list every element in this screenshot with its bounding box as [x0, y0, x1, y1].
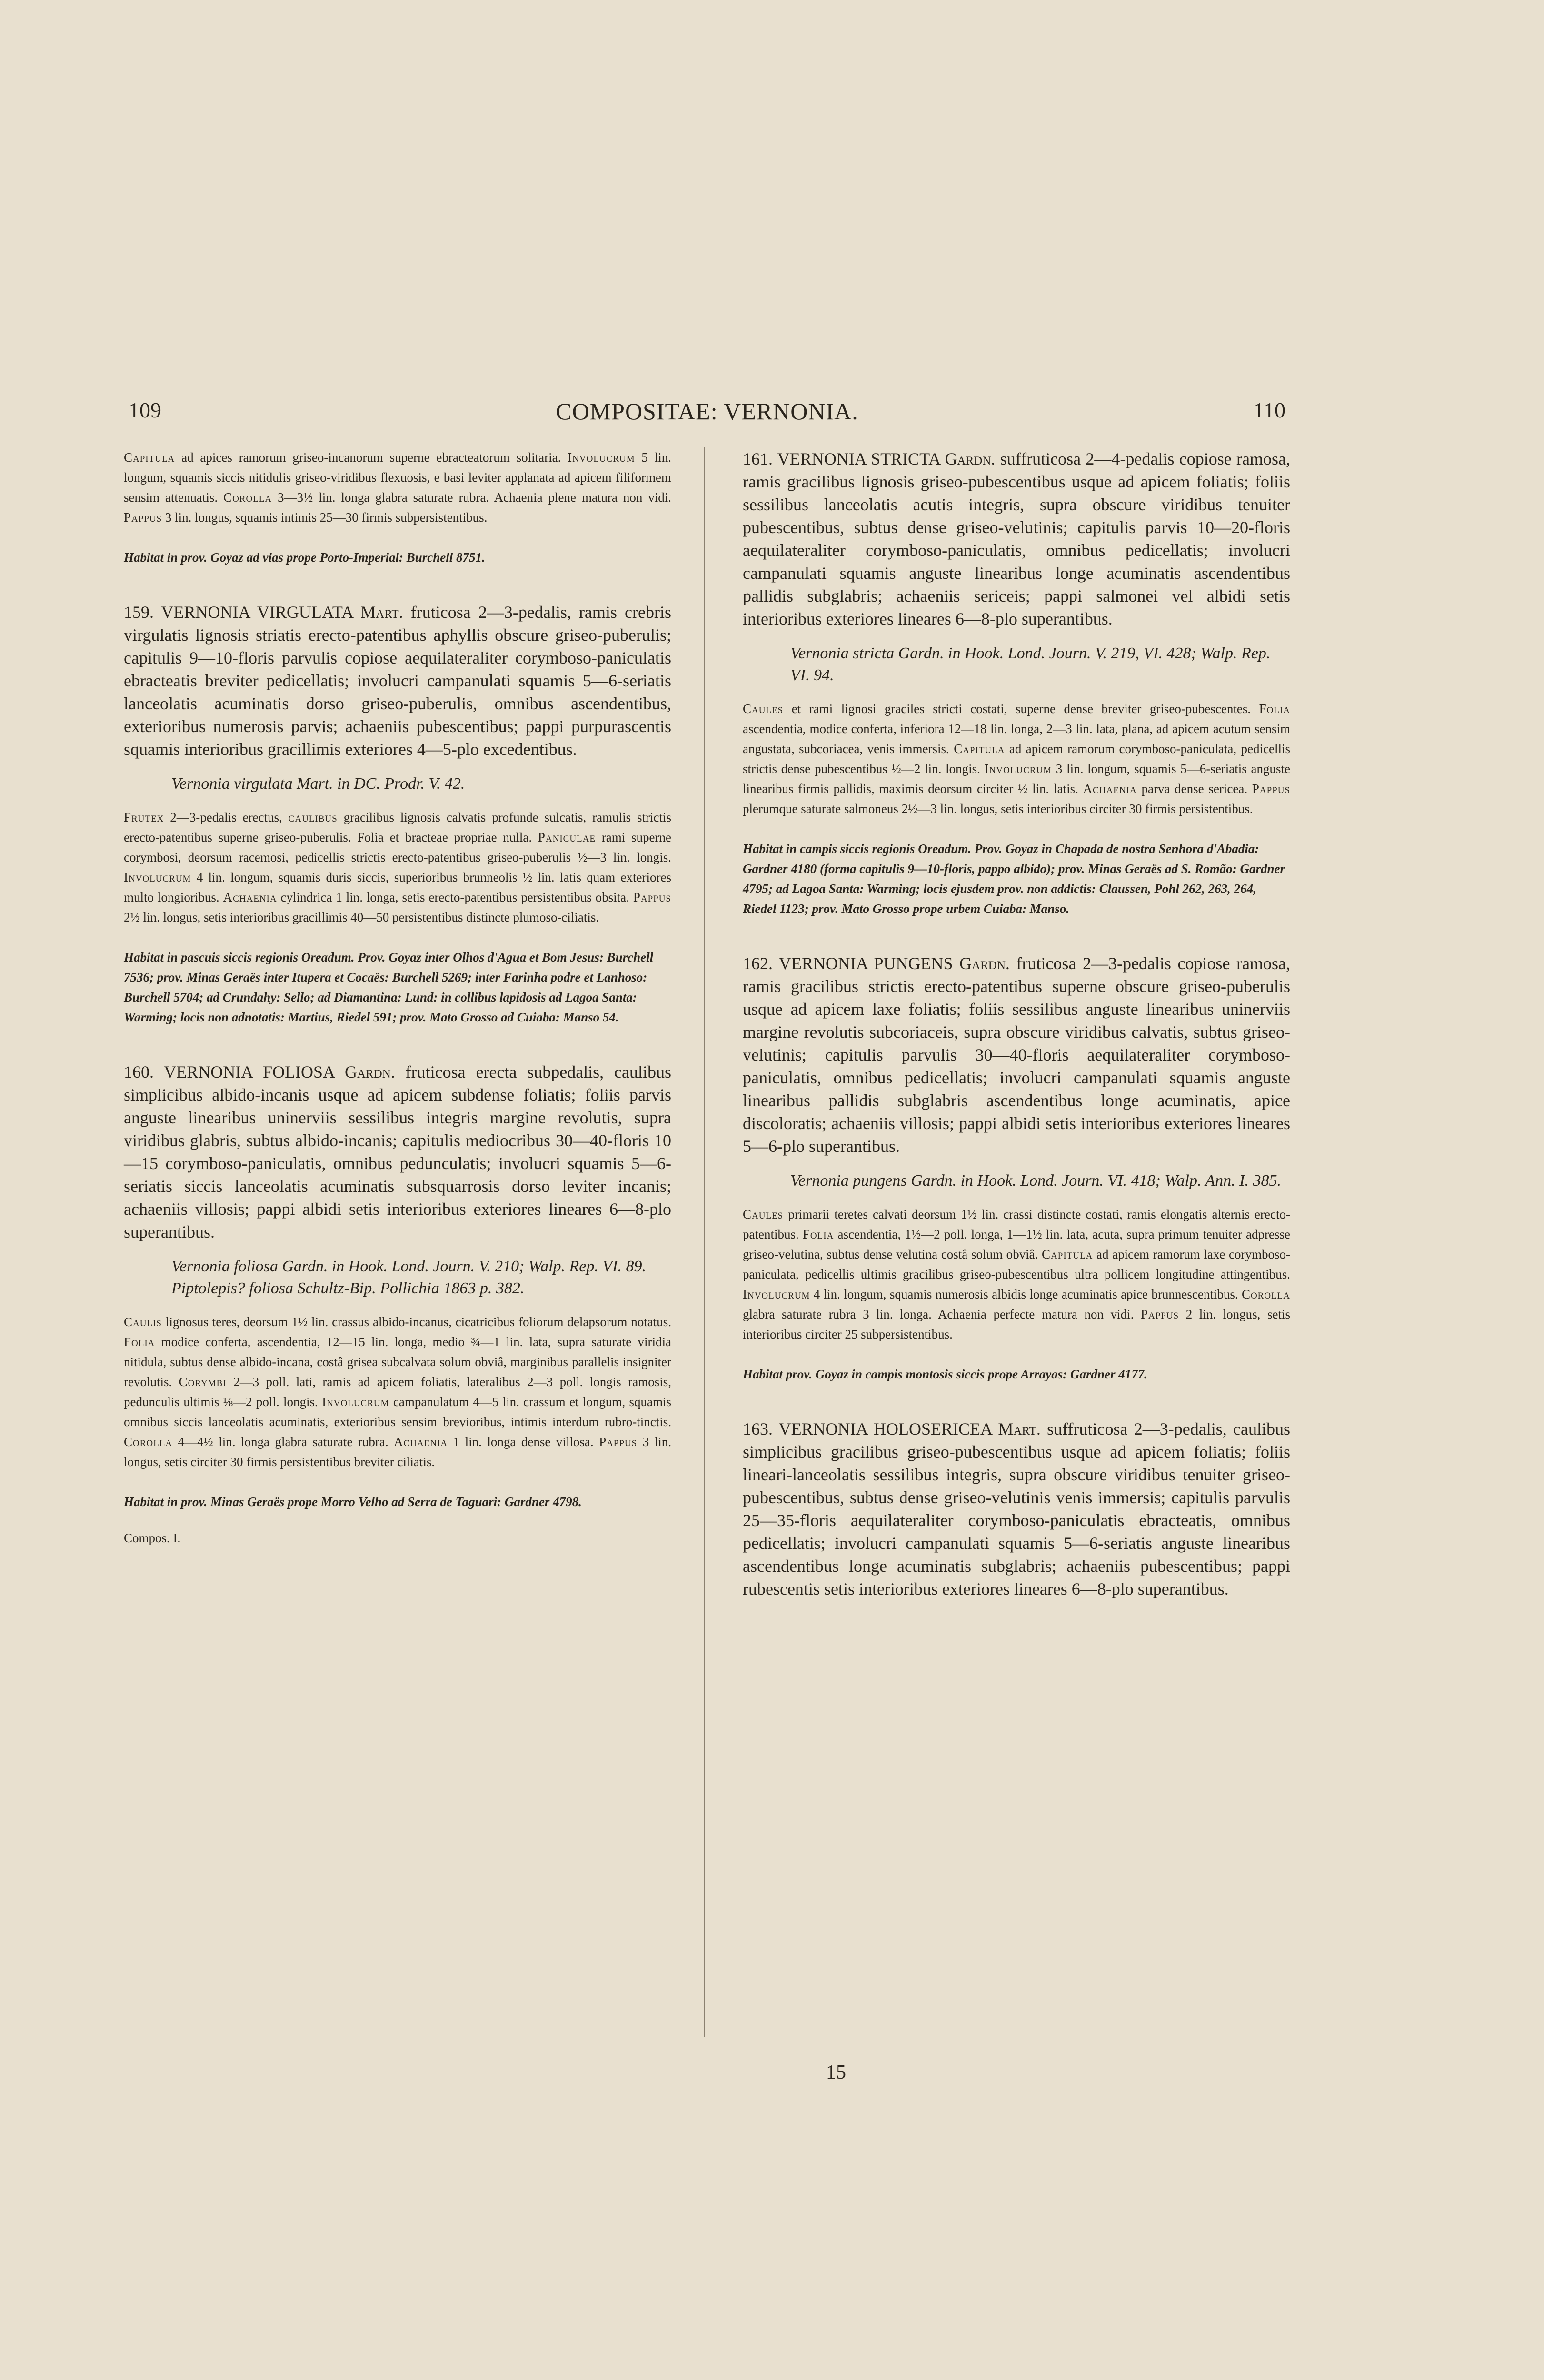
diagnosis-text: suffruticosa 2—3-pedalis, caulibus simplicibus gracilibus griseo-pubescentibus usque ad apicem foliatis; foliis lineari-lanceolatis sessilibus integris, supra obscure viridibus tenuiter griseo-pubescentibus, subtus dense griseo-velutinis venis immersis; capitulis parvulis 25—35-floris aequilateraliter corymboso-paniculatis ebracteatis, omnibus pedicellatis; involucri campanulati squamis 5—6-seriatis anguste linearibus ascendentibus longe acuminatis subglabris; achaeniis pubescentibus; pappi rubescentis setis interioribus exteriores lineares 6—8-plo superantibus. [743, 1419, 1290, 1598]
desc-label: Involucrum [984, 762, 1052, 776]
desc-text: ad apicem ramorum corymboso-paniculata, pedicellis strictis dense pubescentibus ½—2 lin. longis. [743, 742, 1290, 776]
desc-label: Caules [743, 702, 784, 716]
species-diagnosis [743, 447, 1290, 630]
desc-text: 3 lin. longum, squamis 5—6-seriatis anguste linearibus firmis pallidis, maximis deorsum circiter ½ lin. latis. [743, 762, 1291, 796]
desc-label: Achaenia [223, 890, 277, 904]
desc-text: 2—3-pedalis erectus, [164, 810, 289, 824]
species-author: Gardn. [344, 1062, 395, 1081]
habitat-note: Habitat in prov. Goyaz ad vias prope Porto-Imperial: Burchell 8751. [124, 550, 485, 565]
habitat-note: Habitat in prov. Minas Geraës prope Morro Velho ad Serra de Taguari: Gardner 4798. [124, 1495, 582, 1509]
species-description [124, 1312, 671, 1472]
desc-text: lignosus teres, deorsum 1½ lin. crassus albido-incanus, cicatricibus foliorum delapsorum notatus. [161, 1315, 671, 1329]
desc-text: 4 lin. longum, squamis numerosis albidis longe acuminatis apice brunnescentibus. [810, 1287, 1242, 1301]
desc-label: Involucrum [124, 870, 191, 884]
desc-label: Pappus [1252, 782, 1290, 796]
desc-label: Caules [743, 1207, 784, 1221]
desc-text: plerumque saturate salmoneus 2½—3 lin. longus, setis interioribus circiter 30 firmis persistentibus. [743, 802, 1253, 816]
desc-label: Involucrum [568, 450, 635, 465]
desc-label: Folia [802, 1227, 834, 1241]
diagnosis-text: fruticosa 2—3-pedalis, ramis crebris virgulatis lignosis striatis erecto-patentibus aphyllis obscure griseo-puberulis; capitulis 9—10-floris parvulis copiose aequilateraliter corymboso-paniculatis ebracteatis breviter pedicellatis; involucri campanulati squamis 5—6-seriatis lanceolatis acuminatis dorso griseo-puberulis, omnibus ascendentibus, exterioribus numerosis parvis; achaeniis pubescentibus; pappi purpurascentis squamis interioribus gracillimis exteriores 4—5-plo excedentibus. [124, 603, 671, 759]
desc-text: campanulatum 4—5 lin. crassum et longum, squamis omnibus siccis lanceolatis acuminatis, exterioribus sensim brevioribus, intimis interdum rubro-tinctis. [124, 1395, 671, 1429]
desc-label: caulibus [288, 810, 338, 824]
desc-text: ascendentia, modice conferta, inferiora 12—18 lin. longa, 2—3 lin. lata, plana, ad apicem acutum sensim angustata, subcoriacea, venis immersis. [743, 722, 1290, 756]
habitat-note: Habitat in campis siccis regionis Oreadum. Prov. Goyaz in Chapada de nostra Senhora d'Abadia: Gardner 4180 (forma capitulis 9—10-floris, pappo albido); prov. Minas Geraës ad S. Romão: Gardner 4795; ad Lagoa Santa: Warming; locis ejusdem prov. non addictis: Claussen, Pohl 262, 263, 264, Riedel 1123; prov. Mato Grosso prope urbem Cuiaba: Manso. [743, 842, 1285, 916]
desc-label: Involucrum [743, 1287, 810, 1301]
desc-text: 2—3 poll. lati, ramis ad apicem foliatis, lateralibus 2—3 poll. longis ramosis, pedunculis ultimis ⅛—2 poll. longis. [124, 1375, 671, 1409]
desc-label: Corymbi [179, 1375, 227, 1389]
desc-text: primarii teretes calvati deorsum 1½ lin. crassi distincte costati, ramis elongatis alternis erecto-patentibus. [743, 1207, 1290, 1241]
species-heading: 163. VERNONIA HOLOSERICEA [743, 1419, 992, 1438]
desc-label: Capitula [954, 742, 1005, 756]
desc-text: 4—4½ lin. longa glabra saturate rubra. [172, 1435, 394, 1449]
species-diagnosis [124, 601, 671, 761]
signature-number: 15 [826, 2062, 846, 2083]
desc-text: modice conferta, ascendentia, 12—15 lin. longa, medio ¾—1 lin. lata, supra saturate viridia nitidula, subtus dense albido-incana, costâ grisea subcalvata solum obviâ, marginibus parallelis insigniter revolutis. [124, 1335, 671, 1389]
desc-text: ad apicem ramorum laxe corymboso-paniculata, pedicellis ultimis gracilibus griseo-pubescentibus ultra pollicem longitudine attingentibus. [743, 1247, 1290, 1281]
desc-label: Capitula [1042, 1247, 1093, 1261]
species-diagnosis [743, 1418, 1290, 1600]
desc-text: parva dense sericea. [1136, 782, 1252, 796]
desc-label: Pappus [1140, 1307, 1179, 1321]
species-author: Gardn. [945, 449, 996, 468]
desc-text: 3—3½ lin. longa glabra saturate rubra. Achaenia plene matura non vidi. [272, 490, 672, 505]
desc-text: 4 lin. longum, squamis duris siccis, superioribus brunneolis ½ lin. latis quam exteriores multo longioribus. [124, 870, 671, 904]
desc-text: 3 lin. longus, setis circiter 30 firmis persistentibus breviter ciliatis. [124, 1435, 671, 1469]
desc-text: 2 lin. longus, setis interioribus circiter 25 subpersistentibus. [743, 1307, 1291, 1341]
desc-text: ascendentia, 1½—2 poll. longa, 1—1½ lin. lata, acuta, supra primum tenuiter adpresse griseo-velutina, subtus dense velutina costâ solum obviâ. [743, 1227, 1291, 1261]
synonym: Vernonia pungens Gardn. in Hook. Lond. Journ. VI. 418; Walp. Ann. I. 385. [790, 1172, 1281, 1190]
species-heading: 162. VERNONIA PUNGENS [743, 954, 953, 973]
species-heading: 161. VERNONIA STRICTA [743, 449, 940, 468]
diagnosis-text: fruticosa 2—3-pedalis copiose ramosa, ramis gracilibus strictis erecto-patentibus superne obscure griseo-puberulis usque ad apicem laxe foliatis; foliis sessilibus anguste linearibus uninerviis margine revolutis subcoriaceis, supra obscure viridibus calvatis, subtus griseo-velutinis; capitulis parvulis 30—40-floris aequilateraliter corymboso-paniculatis, omnibus pedicellatis; involucri campanulati squamis anguste linearibus pallidis subglabris ascendentibus longe acuminatis, apice discoloratis; achaeniis villosis; pappi albidi setis interioribus exteriores lineares 5—6-plo superantibus. [743, 954, 1290, 1156]
desc-label: Pappus [124, 510, 162, 525]
desc-text: glabra saturate rubra 3 lin. longa. Achaenia perfecte matura non vidi. [743, 1307, 1141, 1321]
signature-mark: Compos. I. [124, 1531, 181, 1545]
synonym: Vernonia stricta Gardn. in Hook. Lond. Journ. V. 219, VI. 428; Walp. Rep. VI. 94. [790, 645, 1271, 684]
running-header [129, 397, 1285, 436]
desc-text: 2½ lin. longus, setis interioribus gracillimis 40—50 persistentibus distincte plumoso-ciliatis. [124, 910, 599, 924]
desc-label: Achaenia [1083, 782, 1137, 796]
desc-label: Frutex [124, 810, 164, 824]
desc-label: Pappus [599, 1435, 638, 1449]
desc-label: Involucrum [322, 1395, 389, 1409]
habitat-note: Habitat in pascuis siccis regionis Oreadum. Prov. Goyaz inter Olhos d'Agua et Bom Jesus: Burchell 7536; prov. Minas Geraës inter Itupera et Cocaës: Burchell 5269; inter Farinha podre et Lanhoso: Burchell 5704; ad Crundahy: Sello; ad Diamantina: Lund: in collibus lapidosis ad Lagoa Santa: Warming; locis non adnotatis: Martius, Riedel 591; prov. Mato Grosso ad Cuiaba: Manso 54. [124, 950, 654, 1024]
species-heading: 159. VERNONIA VIRGULATA [124, 603, 353, 622]
desc-text: et rami lignosi graciles stricti costati, superne dense breviter griseo-pubescentes. [783, 702, 1259, 716]
desc-label: Corolla [223, 490, 272, 505]
desc-label: Folia [124, 1335, 155, 1349]
diagnosis-text: suffruticosa 2—4-pedalis copiose ramosa, ramis gracilibus lignosis griseo-pubescentibus usque ad apicem foliatis; foliis sessilibus lanceolatis acutis integris, supra obscure viridibus tenuiter pubescentibus, subtus dense griseo-velutinis; capitulis parvis 10—20-floris aequilateraliter corymboso-paniculatis, omnibus pedicellatis; involucri campanulati squamis anguste linearibus longe acuminatis ascendentibus pallidis subglabris; achaeniis sericeis; pappi salmonei vel albidi setis interioribus exteriores lineares 6—8-plo superantibus. [743, 449, 1290, 628]
synonym: Piptolepis? foliosa Schultz-Bip. Pollichia 1863 p. 382. [171, 1279, 525, 1297]
desc-label: Caulis [124, 1315, 162, 1329]
desc-text: ad apices ramorum griseo-incanorum superne ebracteatorum solitaria. [175, 450, 568, 465]
species-author: Mart. [360, 603, 403, 622]
desc-text: cylindrica 1 lin. longa, setis erecto-patentibus persistentibus obsita. [277, 890, 633, 904]
running-title: COMPOSITAE: VERNONIA. [556, 398, 858, 425]
desc-label: Corolla [1241, 1287, 1290, 1301]
left-column [124, 447, 671, 1546]
habitat-note: Habitat prov. Goyaz in campis montosis siccis prope Arrayas: Gardner 4177. [743, 1367, 1148, 1381]
diagnosis-text: fruticosa erecta subpedalis, caulibus simplicibus albido-incanis usque ad apicem subdense foliatis; foliis parvis anguste linearibus uninerviis sessilibus integris margine revolutis, supra viridibus glabris, subtus albido-incanis; capitulis mediocribus 30—40-floris 10—15 corymboso-paniculatis, omnibus pedunculatis; involucri squamis 5—6-seriatis siccis lanceolatis acuminatis subsquarrosis dorso leviter incanis; achaeniis villosis; pappi albidi setis interioribus exteriores lineares 6—8-plo superantibus. [124, 1062, 672, 1241]
desc-text: 1 lin. longa dense villosa. [448, 1435, 599, 1449]
desc-text: rami superne corymbosi, deorsum racemosi, pedicellis strictis erecto-patentibus griseo-puberulis ½—3 lin. longis. [124, 830, 671, 864]
species-diagnosis [124, 1061, 671, 1243]
species-description [743, 1204, 1290, 1344]
page-number-left: 109 [129, 398, 161, 422]
desc-label: Paniculae [538, 830, 596, 844]
desc-text: 3 lin. longus, squamis intimis 25—30 firmis subpersistentibus. [162, 510, 488, 525]
desc-label: Folia [1259, 702, 1290, 716]
species-description [743, 699, 1290, 819]
desc-text: 5 lin. longum, squamis siccis nitidulis griseo-viridibus flexuosis, e basi leviter applanata ad apicem filiformem sensim attenuatis. [124, 450, 671, 505]
continued-description [124, 447, 671, 527]
right-column [743, 447, 1290, 1600]
species-description [124, 807, 671, 927]
species-author: Gardn. [959, 954, 1010, 973]
synonym: Vernonia virgulata Mart. in DC. Prodr. V. 42. [171, 775, 465, 793]
desc-text: gracilibus lignosis calvatis profunde sulcatis, ramulis strictis erecto-patentibus superne griseo-puberulis. Folia et bracteae propriae nulla. [124, 810, 672, 844]
desc-label: Corolla [124, 1435, 173, 1449]
species-author: Mart. [998, 1419, 1041, 1438]
page-number-right: 110 [1253, 398, 1285, 422]
column-divider [704, 447, 705, 2037]
species-heading: 160. VERNONIA FOLIOSA [124, 1062, 335, 1081]
synonym: Vernonia foliosa Gardn. in Hook. Lond. Journ. V. 210; Walp. Rep. VI. 89. [171, 1258, 646, 1275]
desc-label: Capitula [124, 450, 175, 465]
desc-label: Achaenia [394, 1435, 448, 1449]
species-diagnosis [743, 952, 1290, 1158]
desc-label: Pappus [633, 890, 671, 904]
